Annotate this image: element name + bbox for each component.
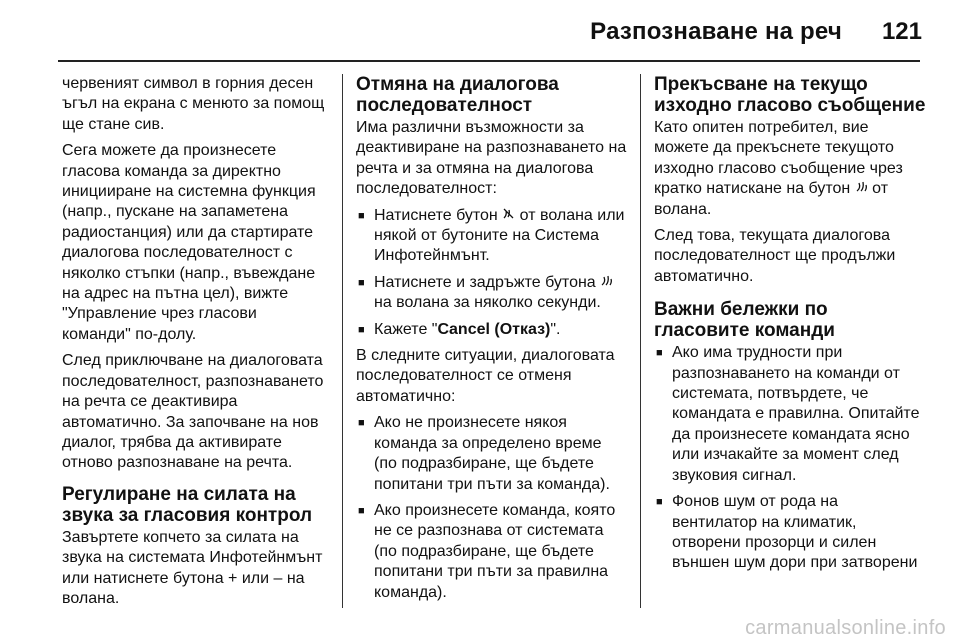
bullet-list	[356, 206, 628, 340]
bullet-list	[356, 413, 628, 603]
page-title: Разпознаване на реч	[590, 18, 842, 45]
list-item: ■ Натиснете бутон от волана или някой от бутоните на Система Инфотейнмънт.	[356, 206, 628, 267]
mute-voice-icon	[502, 206, 515, 226]
section-heading: Прекъсване на текущо изходно гласово съобщение	[654, 74, 926, 116]
header-rule	[58, 60, 920, 62]
page-header	[0, 0, 960, 58]
paragraph: Като опитен потребител, вие можете да прекъснете текущото изходно гласово съобщение чрез кратко натискане на бутон от волана.	[654, 119, 903, 218]
list-item: ■ Ако не произнесете някоя команда за определено време (по подразбиране, ще бъдете попитани три пъти за команда).	[356, 413, 628, 495]
watermark: carmanualsonline.info	[745, 617, 946, 639]
column-divider-1	[342, 74, 343, 608]
list-item: ■ Натиснете и задръжте бутона на волана за няколко секунди.	[356, 273, 628, 314]
paragraph: След това, текущата диалогова последователност ще продължи автоматично.	[654, 227, 896, 285]
paragraph: Има различни възможности за деактивиране на разпознаването на речта и за отмяна на диалогова последователност:	[356, 119, 627, 198]
paragraph: Завъртете копчето за силата на звука на системата Инфотейнмънт или натиснете бутона + или – на волана.	[62, 528, 323, 607]
list-item: ■ Фонов шум от рода на вентилатор на климатик, отворени прозорци и силен външен шум дори при затворени	[654, 492, 926, 574]
section-heading: Регулиране на силата на звука за гласовия контрол	[62, 483, 313, 526]
section-heading: Отмяна на диалогова последователност	[356, 74, 559, 116]
column-3	[654, 74, 926, 580]
voice-control-icon	[600, 273, 613, 293]
paragraph: Сега можете да произнесете гласова команда за директно иницииране на системна функция (напр., пускане на запаметена радиостанция) или да стартирате диалогова последователност с няколко стъпки (напр., въвеждане на адрес на пътна цел), вижте "Управление чрез гласови команди" по-долу.	[62, 142, 316, 343]
bullet-list	[654, 343, 926, 573]
list-item: ■ Ако има трудности при разпознаването на команди от системата, потвърдете, че командата е правилна. Опитайте да произнесете командата ясно или изчакайте за момент след звуковия сигнал.	[654, 343, 926, 486]
list-item: ■ Кажете "Cancel (Отказ)".	[356, 320, 628, 340]
voice-control-icon	[855, 179, 868, 199]
column-1	[62, 74, 330, 615]
paragraph: В следните ситуации, диалоговата последователност се отменя автоматично:	[356, 347, 615, 405]
section-heading: Важни бележки по гласовите команди	[654, 299, 835, 342]
paragraph: След приключване на диалоговата последователност, разпознаването на речта се деактивира автоматично. За започване на нов диалог, трябва да активирате отново разпознаване на речта.	[62, 352, 324, 472]
list-item: ■ Ако произнесете команда, която не се разпознава от системата (по подразбиране, ще бъдете попитани три пъти за правилна команда).	[356, 501, 628, 603]
column-divider-2	[640, 74, 641, 608]
paragraph: червеният символ в горния десен ъгъл на екрана с менюто за помощ ще стане сив.	[62, 75, 325, 133]
page-number: 121	[881, 18, 922, 45]
column-2	[356, 74, 628, 609]
